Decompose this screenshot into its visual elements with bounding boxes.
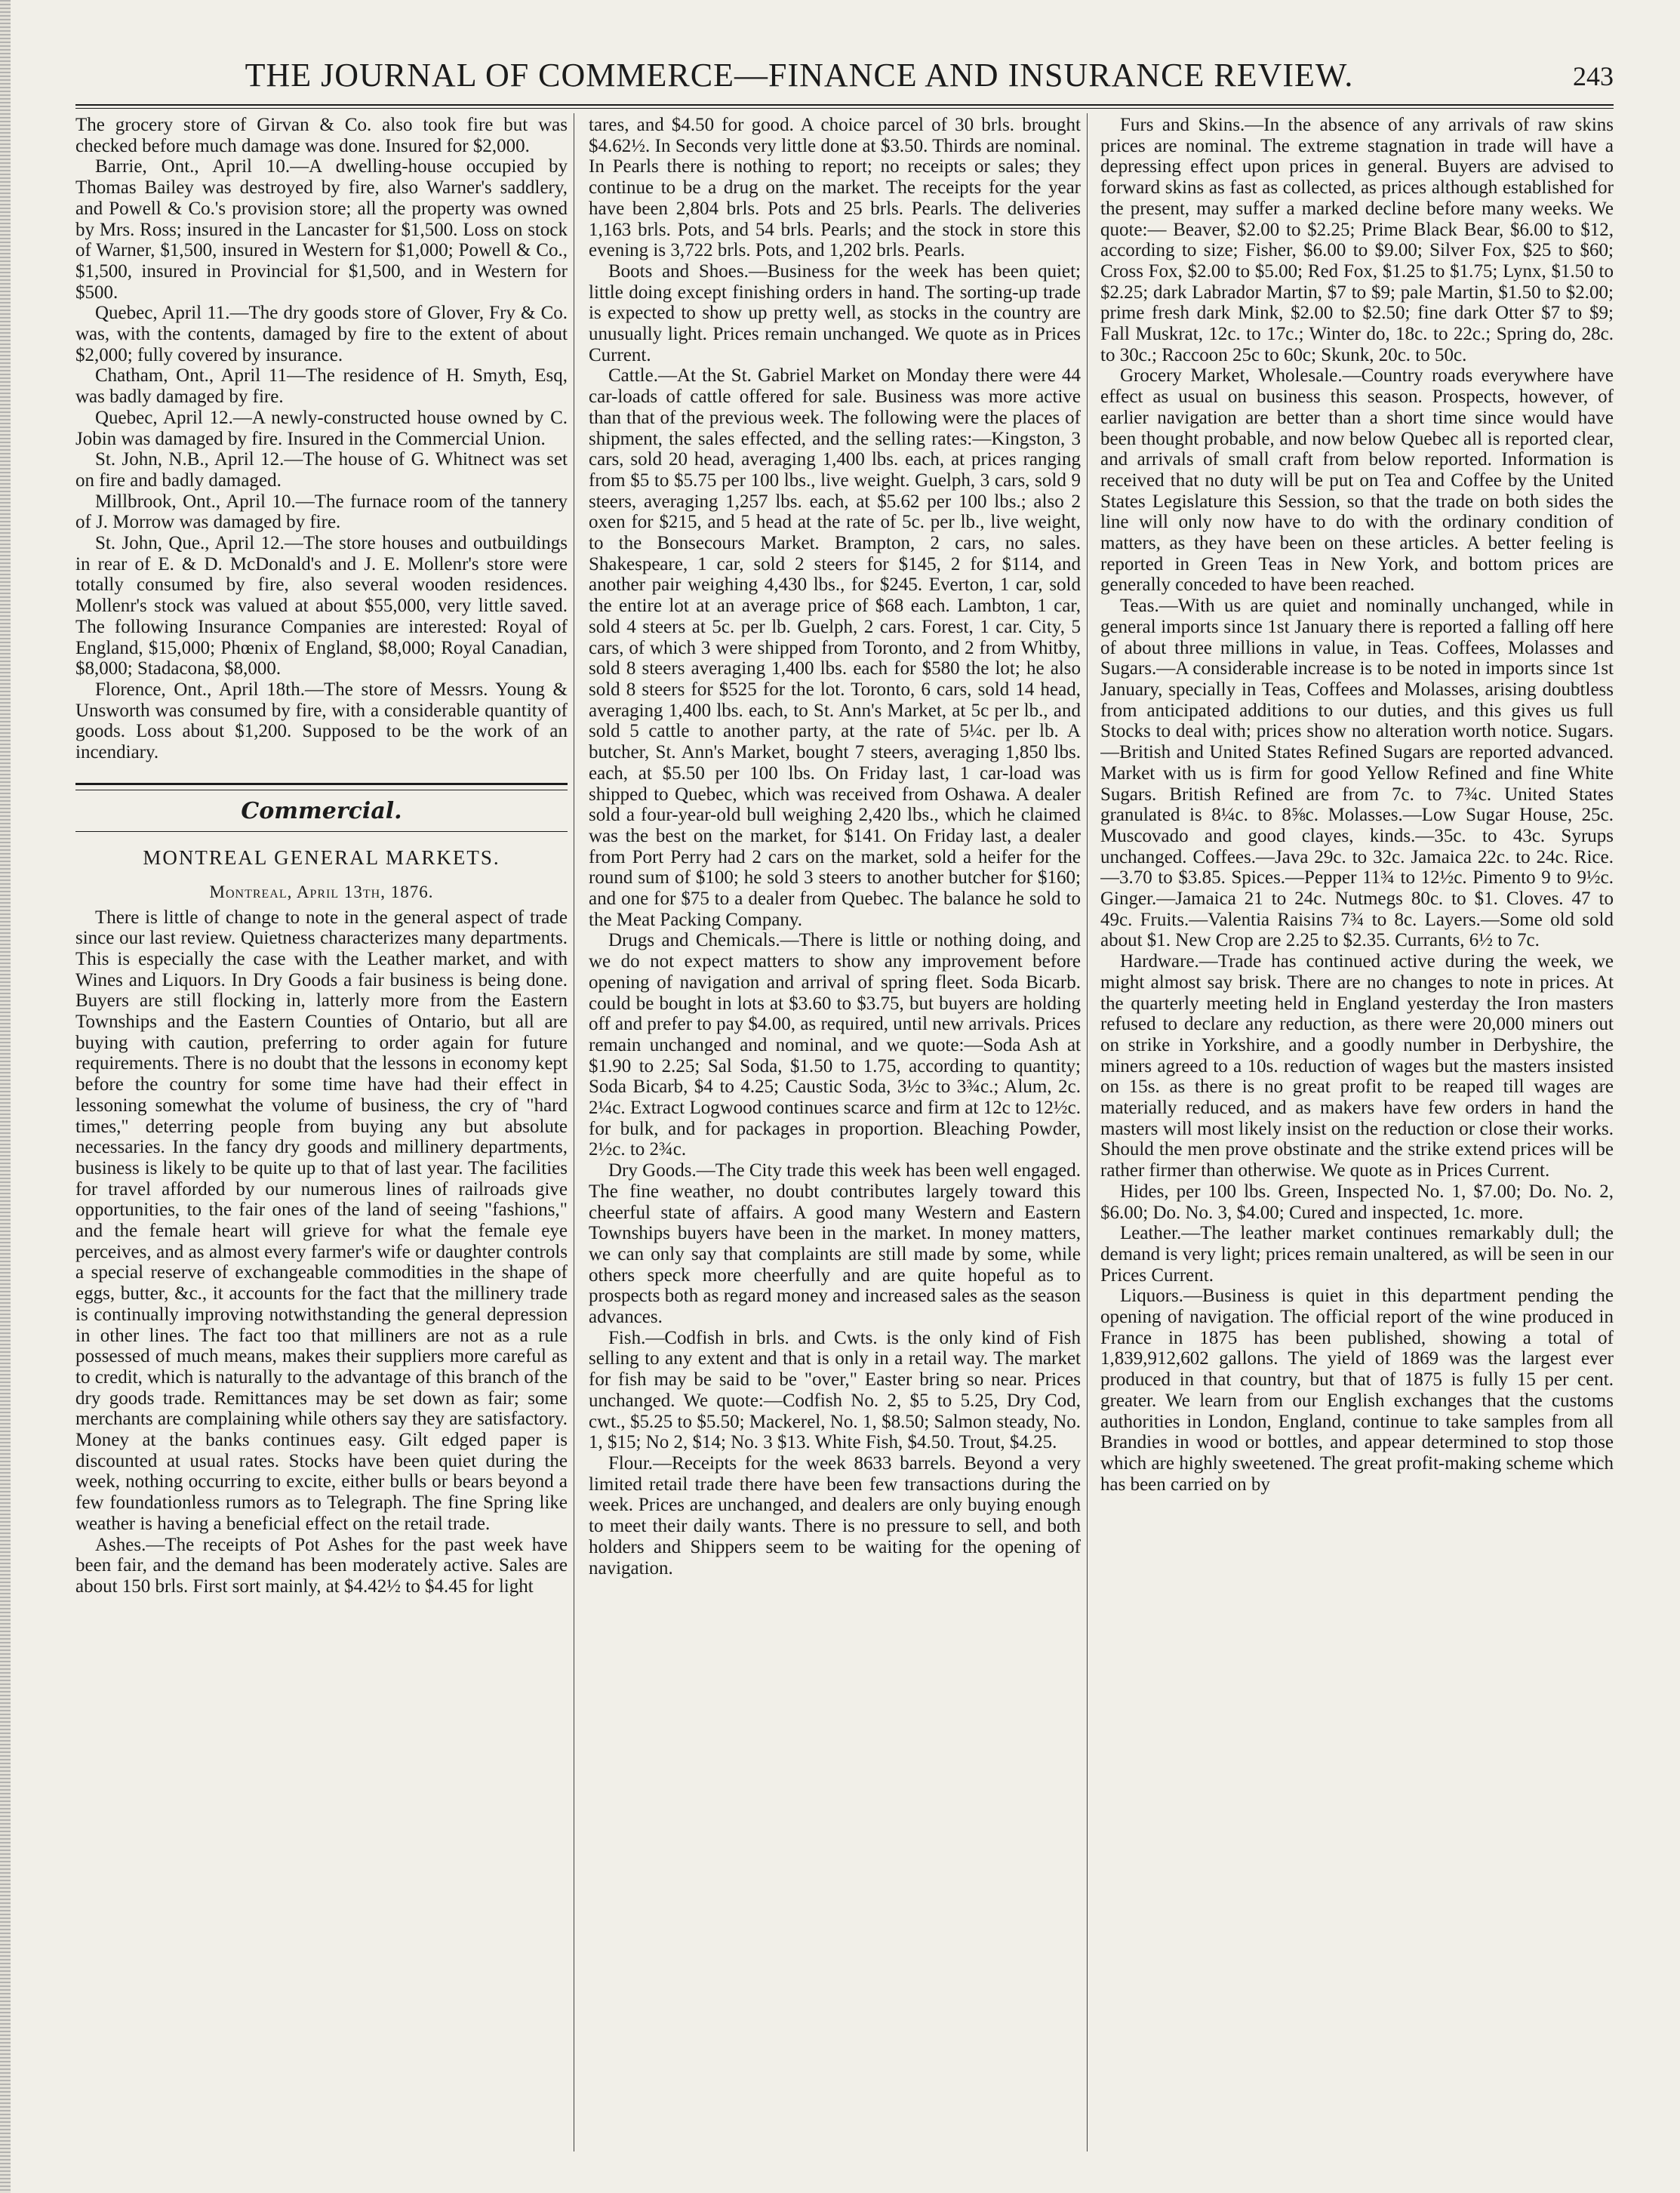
header-rule [75,104,1614,109]
article-paragraph: The grocery store of Girvan & Co. also took fire but was checked before much damage was done. Insured for $2,000. [75,115,568,156]
page-binding-edge [0,0,11,2193]
article-paragraph: Florence, Ont., April 18th.—The store of Messrs. Young & Unsworth was consumed by fire, with a considerable quantity of goods. Loss about $1,200. Supposed to be the work of an incendiary. [75,679,568,763]
article-dateline: Montreal, April 13th, 1876. [209,882,434,901]
page-number: 243 [1573,61,1614,91]
article-paragraph: St. John, N.B., April 12.—The house of G. Whitnect was set on fire and badly damaged. [75,449,568,491]
section-rule [75,831,568,832]
article-paragraph: Flour.—Receipts for the week 8633 barrels. Beyond a very limited retail trade there have been few transactions during the week. Prices are unchanged, and dealers are only buying enough to meet their daily wants. There is no pressure to sell, and both holders and Shippers seem to be waiting for the opening of navigation. [589,1453,1081,1579]
article-paragraph: Drugs and Chemicals.—There is little or nothing doing, and we do not expect matters to show any improvement before opening of navigation and arrival of spring fleet. Soda Bicarb. could be bought in lots at $3.60 to $3.75, but buyers are holding off and prefer to pay $4.00, as required, until new arrivals. Prices remain unchanged and nominal, and we quote:—Soda Ash at $1.90 to 2.25; Sal Soda, $1.50 to 1.75, according to quantity; Soda Bicarb, $4 to 4.25; Caustic Soda, 3½c to 3¾c.; Alum, 2c. 2¼c. Extract Logwood continues scarce and firm at 12c to 12½c. for bulk, and for packages in proportion. Bleaching Powder, 2½c. to 2¾c. [589,930,1081,1160]
article-paragraph: Grocery Market, Wholesale.—Country roads everywhere have effect as usual on business this season. Prospects, however, of earlier navigation are better than a short time since would have been thought probable, and now below Quebec all is reported clear, and arrivals of small craft from below reported. Information is received that no duty will be put on Tea and Coffee by the United States Legislature this Session, so that the trade on both sides the line will only now have to do with the ordinary condition of matters, as they have been on these articles. A better feeling is reported in Green Teas in New York, and bottom prices are generally conceded to have been reached. [1100,365,1614,596]
article-paragraph: Hardware.—Trade has continued active during the week, we might almost say brisk. There are no changes to note in prices. At the quarterly meeting held in England yesterday the Iron masters refused to declare any reduction, as there were 20,000 miners out on strike in Yorkshire, and a goodly number in Derbyshire, the miners agreed to a 10s. reduction of wages but the masters insisted on 15s. as there is no great profit to be reaped till wages are materially reduced, and as makers have few orders in hand the masters will most likely insist on the reduction or close their works. Should the men prove obstinate and the strike extend prices will be rather firmer than otherwise. We quote as in Prices Current. [1100,951,1614,1181]
section-heading: Commercial. [241,797,402,824]
article-paragraph: Chatham, Ont., April 11—The residence of H. Smyth, Esq, was badly damaged by fire. [75,365,568,408]
article-paragraph: Millbrook, Ont., April 10.—The furnace room of the tannery of J. Morrow was damaged by fire. [75,491,568,533]
article-paragraph: Liquors.—Business is quiet in this department pending the opening of navigation. The official report of the wine produced in France in 1875 has been published, showing a total of 1,839,912,602 gallons. The yield of 1869 was the largest ever produced in that country, but that of 1875 is fully 15 per cent. greater. We learn from our English exchanges that the customs authorities in London, England, continue to take samples from all Brandies in wood or bottles, and appear determined to stop those which are highly sweetened. The great profit-making scheme which has been carried on by [1100,1286,1614,1495]
article-paragraph: Teas.—With us are quiet and nominally unchanged, while in general imports since 1st January there is reported a falling off here of about three millions in value, in Teas. Coffees, Molasses and Sugars.—A considerable increase is to be noted in imports since 1st January, specially in Teas, Coffees and Molasses, arising doubtless from anticipated additions to our duties, and this gives us full Stocks to deal with; prices show no alteration worth notice. Sugars.—British and United States Refined Sugars are reported advanced. Market with us is firm for good Yellow Refined and fine White Sugars. British Refined are from 7c. to 7¾c. United States granulated is 8¼c. to 8⅝c. Molasses.—Low Sugar House, 25c. Muscovado and good clayes, kinds.—35c. to 43c. Syrups unchanged. Coffees.—Java 29c. to 32c. Jamaica 22c. to 24c. Rice.—3.70 to $3.85. Spices.—Pepper 11¾ to 12½c. Pimento 9 to 9½c. Ginger.—Jamaica 21 to 24c. Nutmegs 80c. to $1. Cloves. 47 to 49c. Fruits.—Valentia Raisins 7¾ to 8c. Layers.—Some old sold about $1. New Crop are 2.25 to $2.35. Currants, 6½ to 7c. [1100,596,1614,951]
article-paragraph: There is little of change to note in the general aspect of trade since our last review. Quietness characterizes many departments. This is especially the case with the Leather market, and with Wines and Liquors. In Dry Goods a fair business is being done. Buyers are still flocking in, latterly more from the Eastern Townships and the Eastern Counties of Ontario, but all are buying with caution, preferring to order again for future requirements. There is no doubt that the lessons in economy kept before the country for some time have had their effect in lessoning somewhat the volume of business, the cry of "hard times," deterring people from buying any but absolute necessaries. In the fancy dry goods and millinery departments, business is likely to be quite up to that of last year. The facilities for travel afforded by our numerous lines of railroads give opportunities, to the fair ones of the land of seeing "fashions," and the female heart will grieve for what the female eye perceives, and as almost every farmer's wife or daughter controls a special reserve of exchangeable commodities in the shape of eggs, butter, &c., it accounts for the fact that the millinery trade is continually improving notwithstanding the general depression in other lines. The fact too that milliners are not as a rule possessed of much means, makes their suppliers more careful as to credit, which is naturally to the advantage of this branch of the dry goods trade. Remittances may be set down as fair; some merchants are complaining while others say they are satisfactory. Money at the banks continues easy. Gilt edged paper is discounted at usual rates. Stocks have been quiet during the week, nothing occurring to excite, either bulls or bears beyond a few foundationless rumors as to Telegraph. The fine Spring like weather is having a beneficial effect on the retail trade. [75,907,568,1534]
article-paragraph: Quebec, April 12.—A newly-constructed house owned by C. Jobin was damaged by fire. Insured in the Commercial Union. [75,407,568,449]
column-1 [75,115,568,2159]
journal-title: THE JOURNAL OF COMMERCE—FINANCE AND INSURANCE REVIEW. [245,57,1354,94]
article-paragraph: Quebec, April 11.—The dry goods store of Glover, Fry & Co. was, with the contents, damaged by fire to the extent of about $2,000; fully covered by insurance. [75,303,568,365]
article-paragraph: Boots and Shoes.—Business for the week has been quiet; little doing except finishing orders in hand. The sorting-up trade is expected to show up pretty well, as stocks in the country are unusually light. Prices remain unchanged. We quote as in Prices Current. [589,260,1081,365]
column-divider [1087,113,1088,2151]
column-3 [1100,115,1614,2159]
page-header [75,54,1614,100]
article-paragraph: Dry Goods.—The City trade this week has been well engaged. The fine weather, no doubt contributes largely toward this cheerful state of affairs. A good many Western and Eastern Townships buyers have been in the market. In money matters, we can only say that complaints are still made by some, while others speck more cheerfully and are quite hopeful as to prospects both as regard money and increased sales as the season advances. [589,1160,1081,1328]
article-paragraph: St. John, Que., April 12.—The store houses and outbuildings in rear of E. & D. McDonald's and J. E. Mollenr's store were totally consumed by fire, also several wooden residences. Mollenr's stock was valued at about $55,000, very little saved. The following Insurance Companies are interested: Royal of England, $15,000; Phœnix of England, $8,000; Royal Canadian, $8,000; Stadacona, $8,000. [75,533,568,679]
article-paragraph: Cattle.—At the St. Gabriel Market on Monday there were 44 car-loads of cattle offered for sale. Business was more active than that of the previous week. The following were the places of shipment, the sales effected, and the selling rates:—Kingston, 3 cars, sold 20 head, averaging 1,400 lbs. each, at prices ranging from $5 to $5.75 per 100 lbs., live weight. Guelph, 3 cars, sold 9 steers, averaging 1,257 lbs. each, at $5.62 per 100 lbs.; also 2 oxen for $215, and 5 head at the rate of 5c. per lb., live weight, to the Bonsecours Market. Brampton, 2 cars, no sales. Shakespeare, 1 car, sold 2 steers for $145, 2 for $114, and another pair weighing 4,430 lbs., for $245. Everton, 1 car, sold the entire lot at an average price of $68 each. Lambton, 1 car, sold 4 steers at 5c. per lb. Guelph, 2 cars. Forest, 1 car. City, 5 cars, of which 3 were shipped from Toronto, and 2 from Whitby, sold 8 steers averaging 1,400 lbs. each for $580 the lot; he also sold 8 steers for $525 for the lot. Toronto, 6 cars, sold 14 head, averaging 1,400 lbs. each, to St. Ann's Market, at 5c per lb., and sold 5 cattle to another party, at the rate of 5¼c. per lb. A butcher, St. Ann's Market, bought 7 steers, averaging 1,850 lbs. each, at $5.50 per 100 lbs. On Friday last, 1 car-load was shipped to Quebec, which was received from Oshawa. A dealer sold a four-year-old bull weighing 2,420 lbs., which he claimed was the best on the market, for $141. On Friday last, a dealer from Port Perry had 2 cars on the market, sold a heifer for the round sum of $100; he sold 3 steers to another butcher for $160; and one for $75 to a dealer from Quebec. The balance he sold to the Meat Packing Company. [589,365,1081,930]
section-separator [75,783,568,790]
article-title: MONTREAL GENERAL MARKETS. [143,845,500,869]
article-paragraph: tares, and $4.50 for good. A choice parcel of 30 brls. brought $4.62½. In Seconds very little done at $3.50. Thirds are nominal. In Pearls there is nothing to report; no receipts or sales; they continue to be a drug on the market. The receipts for the year have been 2,804 brls. Pots and 25 brls. Pearls. The deliveries 1,163 brls. Pots, and 54 brls. Pearls; and the stock in store this evening is 3,722 brls. Pots, and 1,202 brls. Pearls. [589,115,1081,261]
column-2 [589,115,1081,2159]
article-paragraph: Ashes.—The receipts of Pot Ashes for the past week have been fair, and the demand has been moderately active. Sales are about 150 brls. First sort mainly, at $4.42½ to $4.45 for light [75,1534,568,1597]
article-paragraph: Furs and Skins.—In the absence of any arrivals of raw skins prices are nominal. The extreme stagnation in trade will have a depressing effect upon prices in general. Buyers are advised to forward skins as fast as collected, as prices although established for the present, may suffer a marked decline before many weeks. We quote:— Beaver, $2.00 to $2.25; Prime Black Bear, $6.00 to $12, according to size; Fisher, $6.00 to $9.00; Silver Fox, $25 to $60; Cross Fox, $2.00 to $5.00; Red Fox, $1.25 to $1.75; Lynx, $1.50 to $2.25; dark Labrador Martin, $7 to $9; pale Martin, $1.50 to $2.00; prime fresh dark Mink, $2.00 to $2.50; fine dark Otter $7 to $9; Fall Muskrat, 12c. to 17c.; Winter do, 18c. to 22c.; Spring do, 28c. to 30c.; Raccoon 25c to 60c; Skunk, 20c. to 50c. [1100,115,1614,365]
article-paragraph: Hides, per 100 lbs. Green, Inspected No. 1, $7.00; Do. No. 2, $6.00; Do. No. 3, $4.00; Cured and inspected, 1c. more. [1100,1181,1614,1223]
article-paragraph: Barrie, Ont., April 10.—A dwelling-house occupied by Thomas Bailey was destroyed by fire, also Warner's saddlery, and Powell & Co.'s provision store; all the property was owned by Mrs. Ross; insured in the Lancaster for $1,500. Loss on stock of Warner, $1,500, insured in Western for $1,000; Powell & Co., $1,500, insured in Provincial for $1,500, and in Western for $500. [75,156,568,303]
article-paragraph: Leather.—The leather market continues remarkably dull; the demand is very light; prices remain unaltered, as will be seen in our Prices Current. [1100,1223,1614,1286]
article-paragraph: Fish.—Codfish in brls. and Cwts. is the only kind of Fish selling to any extent and that is only in a retail way. The market for fish may be said to be "over," Easter bring so near. Prices unchanged. We quote:—Codfish No. 2, $5 to 5.25, Dry Cod, cwt., $5.25 to $5.50; Mackerel, No. 1, $8.50; Salmon steady, No. 1, $15; No 2, $14; No. 3 $13. White Fish, $4.50. Trout, $4.25. [589,1327,1081,1453]
